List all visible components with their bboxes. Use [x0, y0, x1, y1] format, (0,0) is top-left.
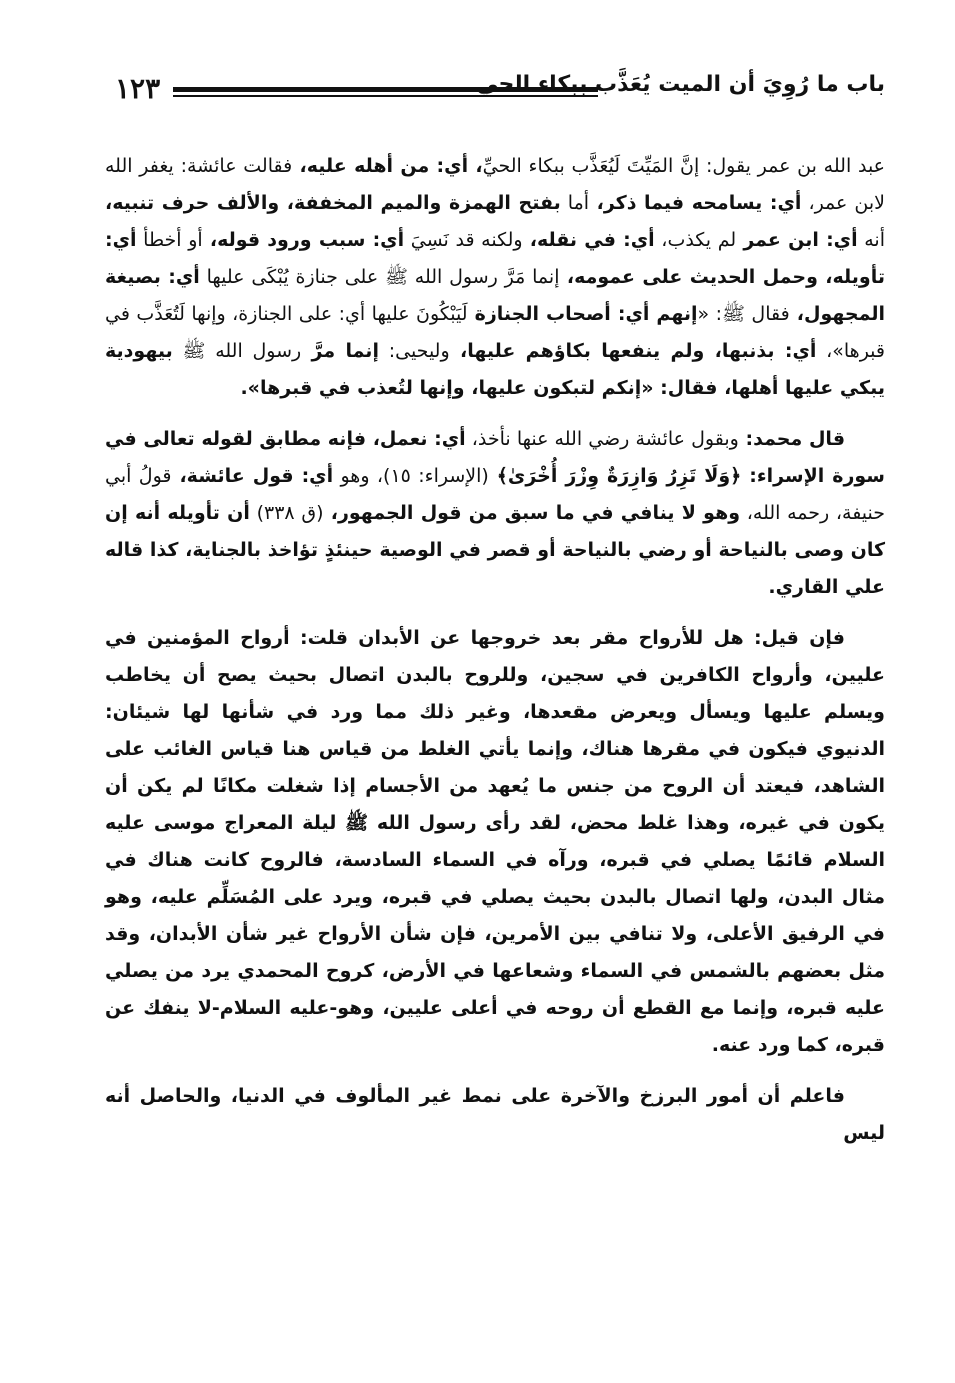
page-number: ١٢٣ — [115, 72, 161, 105]
bold-text-segment: ، أي: من أهله عليه، — [292, 155, 483, 177]
bold-text-segment: بيهودية يبكي عليها أهلها، فقال: «إنكم لتبكون عليها، وإنها لتُعذب في قبرها». — [105, 340, 885, 399]
paragraph — [105, 620, 885, 1064]
bold-text-segment: أي: ابن عمر — [736, 229, 858, 251]
bold-text-segment: أي: يسامحه فيما ذكر، — [589, 192, 802, 214]
text-segment: (الإسراء: ١٥)، وهو — [333, 465, 489, 487]
text-segment: رسول الله ﷺ — [172, 340, 302, 362]
body-text — [105, 148, 885, 1152]
bold-text-segment: أي: قول عائشة، — [171, 465, 334, 487]
text-segment: (ق ٣٣٨) — [249, 502, 324, 524]
bold-text-segment: بفتح الهمزة والميم المخففة، والألف حرف تنبيه، — [105, 192, 561, 214]
bold-text-segment: قال محمد: — [738, 428, 846, 450]
text-segment: وبقول عائشة رضي الله عنها نأخذ، — [465, 428, 739, 450]
text-segment: أما — [560, 192, 590, 214]
text-segment: لم يكذب، — [654, 229, 737, 251]
bold-text-segment: أي: نعمل، فإنه مطابق لقوله تعالى في سورة الإسراء: ﴿وَلَا تَزِرُ وَازِرَةٌ وِزْرَ أُخْرَىٰ﴾ — [105, 428, 885, 487]
text-segment: قولُ أبي حنيفة، رحمه الله، — [105, 465, 886, 524]
text-segment: أنه — [857, 229, 885, 251]
text-segment: لَيَبْكُونَ عليها أي: على الجنازة، وإنها لَتُعَذَّب في قبرها»، — [105, 303, 885, 362]
bold-text-segment: أي: تأويله، وحمل الحديث على عمومه، — [105, 229, 886, 288]
bold-text-segment: وهو لا ينافي في ما سبق من قول الجمهور، — [323, 502, 741, 524]
paragraph — [105, 1078, 885, 1152]
bold-text-segment: إنهم أي: أصحاب الجنازة — [467, 303, 698, 325]
text-segment: إنما مَرَّ رسول الله ﷺ على جنازة يُبْكَى عليها — [199, 266, 560, 288]
bold-text-segment: أن تأويله أنه إن كان وصى بالنياحة أو رضي بالنياحة أو قصر في الوصية حينئذٍ تؤاخذ بالجناية، كذا قاله علي القاري. — [105, 502, 885, 598]
paragraph — [105, 421, 885, 606]
bold-text-segment: فاعلم أن أمور البرزخ والآخرة على نمط غير المألوف في الدنيا، والحاصل أنه ليس — [105, 1085, 885, 1144]
bold-text-segment: أي: في نقله، — [522, 229, 655, 251]
bold-text-segment: أي: سبب ورود قوله، — [202, 229, 405, 251]
text-segment: أو أخطأ — [136, 229, 203, 251]
page-header — [105, 72, 885, 112]
text-segment: فقالت عائشة: يغفر الله لابن عمر، — [105, 155, 885, 214]
text-segment: فقال ﷺ: « — [697, 303, 790, 325]
text-segment: وليحيى: — [378, 340, 450, 362]
paragraph — [105, 148, 885, 407]
running-title: باب ما رُوِيَ أن الميت يُعَذَّب ببكاء الحي — [476, 72, 885, 97]
bold-text-segment: إنما مرَّ — [301, 340, 379, 362]
text-segment: عبد الله بن عمر يقول: إنَّ المَيِّتَ لَيُعَذَّب ببكاء الحيِّ — [482, 155, 886, 177]
bold-text-segment: أي: بذنبها، ولم ينفعها بكاؤهم عليها، — [449, 340, 817, 362]
bold-text-segment: أي: بصيغة المجهول، — [105, 266, 885, 325]
bold-text-segment: فإن قيل: هل للأرواح مقر بعد خروجها عن الأبدان قلت: أرواح المؤمنين في عليين، وأرواح الكافرين في سجين، وللروح بالبدن اتصال بحيث يصح أن يخاطب ويسلم عليها ويسأل ويعرض مقعدها، وغير ذلك مما ورد في شأنها لها شيئان: الدنيوي فيكون في مقرها هناك، وإنما يأتي الغلط من قياس هنا قياس الغائب على الشاهد، فيعتد أن الروح من جنس ما يُعهد من الأجسام إذا شغلت مكانًا لم يكن أن يكون في غيره، وهذا غلط محض، لقد رأى رسول الله ﷺ ليلة المعراج موسى عليه السلام قائمًا يصلي في قبره، ورآه في السماء السادسة، فالروح كانت هناك في مثال البدن، ولها اتصال بالبدن بحيث يصلي في قبره، ويرد على المُسَلِّم عليه، وهو في الرفيق الأعلى، ولا تنافي بين الأمرين، فإن شأن الأرواح غير شأن الأبدان، وقد مثل بعضهم بالشمس في السماء وشعاعها في الأرض، كروح المحمدي يرد من يصلي عليه قبره، وإنما مع القطع أن روحه في أعلى عليين، وهو-عليه السلام-لا ينفك عن قبره، كما ورد عنه. — [105, 627, 885, 1056]
text-segment: ولكنه قد نَسِيَ — [404, 229, 523, 251]
